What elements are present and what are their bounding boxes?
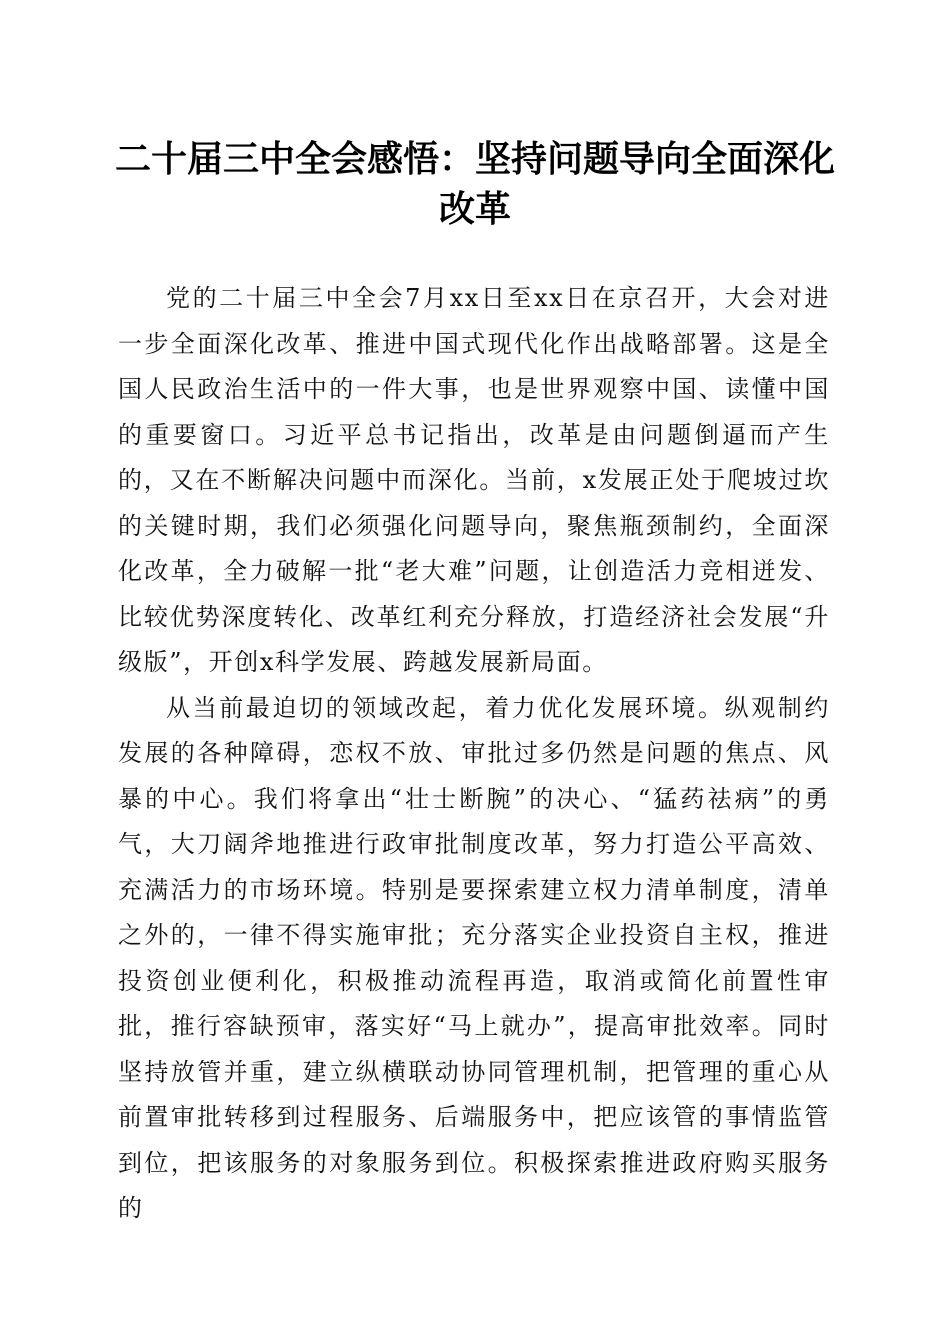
paragraph: 党的二十届三中全会7月xx日至xx日在京召开，大会对进一步全面深化改革、推进中国式现代化作出战略部署。这是全国人民政治生活中的一件大事，也是世界观察中国、读懂中国的重要窗口。习近平总书记指出，改革是由问题倒逼而产生的，又在不断解决问题中而深化。当前，x发展正处于爬坡过坎的关键时期，我们必须强化问题导向，聚焦瓶颈制约，全面深化改革，全力破解一批“老大难”问题，让创造活力竞相迸发、比较优势深度转化、改革红利充分释放，打造经济社会发展“升级版”，开创x科学发展、跨越发展新局面。 <box>118 284 830 676</box>
document-title: 二十届三中全会感悟：坚持问题导向全面深化改革 <box>114 138 835 230</box>
document-body <box>118 276 830 1232</box>
paragraph: 从当前最迫切的领域改起，着力优化发展环境。纵观制约发展的各种障碍，恋权不放、审批过多仍然是问题的焦点、风暴的中心。我们将拿出“壮士断腕”的决心、“猛药祛病”的勇气，大刀阔斧地推进行政审批制度改革，努力打造公平高效、充满活力的市场环境。特别是要探索建立权力清单制度，清单之外的，一律不得实施审批；充分落实企业投资自主权，推进投资创业便利化，积极推动流程再造，取消或简化前置性审批，推行容缺预审，落实好“马上就办”，提高审批效率。同时坚持放管并重，建立纵横联动协同管理机制，把管理的重心从前置审批转移到过程服务、后端服务中，把应该管的事情监管到位，把该服务的对象服务到位。积极探索推进政府购买服务的 <box>118 693 830 1222</box>
